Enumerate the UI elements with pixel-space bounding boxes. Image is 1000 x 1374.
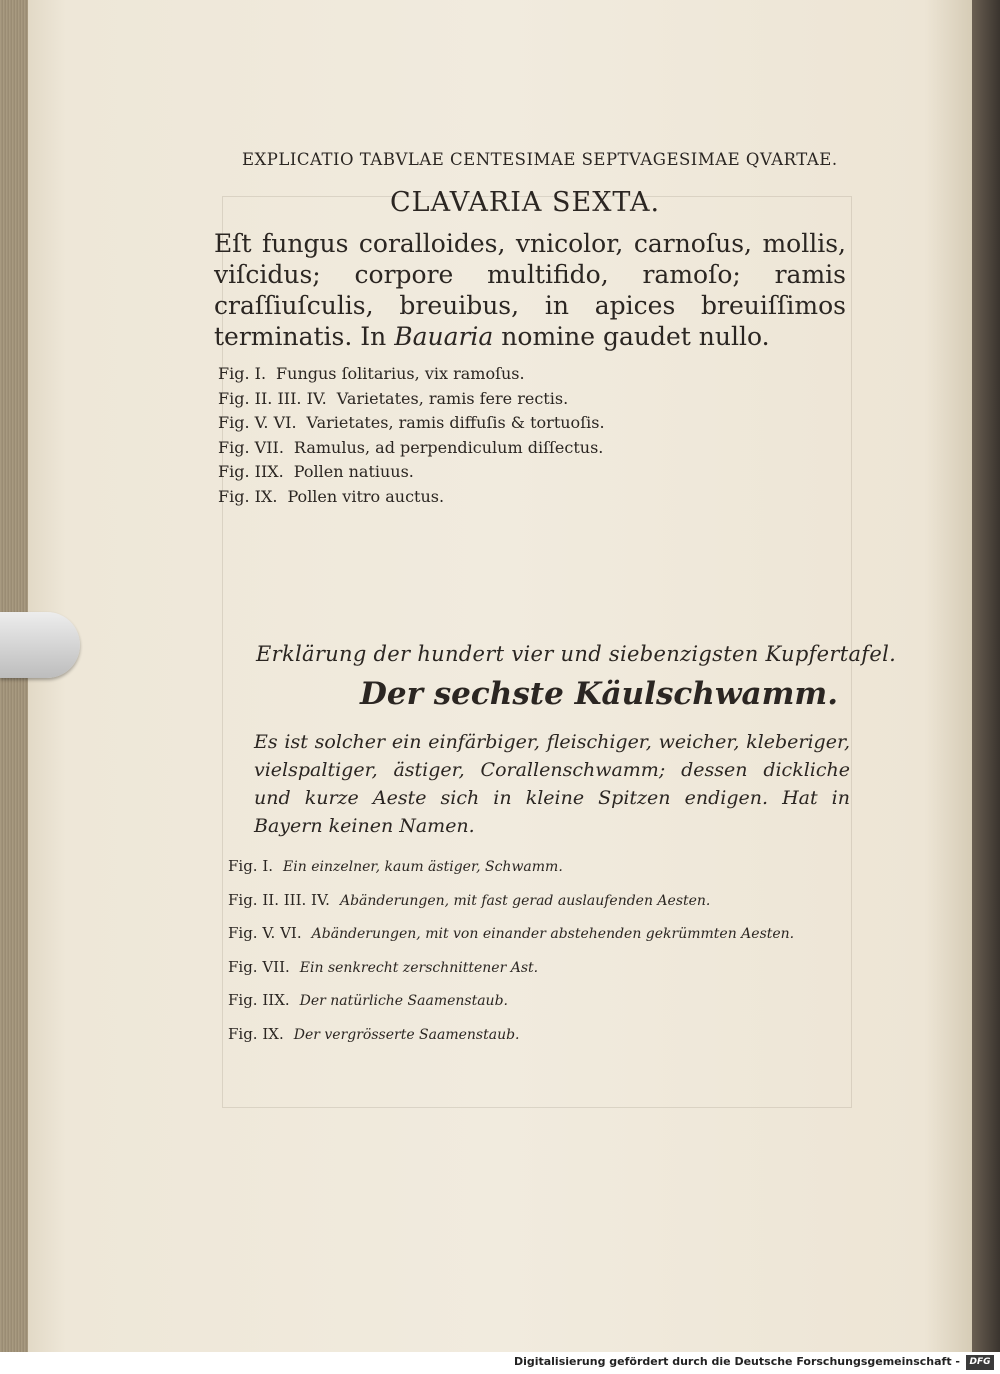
list-item: [228, 917, 848, 951]
footer-bar: [0, 1352, 1000, 1374]
figure-label: Fig. V. VI.: [228, 924, 302, 942]
figure-caption: Fungus ſolitarius, vix ramoſus.: [276, 364, 525, 383]
figure-caption: Der natürliche Saamenstaub.: [299, 993, 508, 1009]
german-title: Der sechste Käulschwamm.: [360, 676, 838, 712]
list-item: [228, 951, 848, 985]
latin-description-part2: nomine gaudet nullo.: [493, 322, 770, 351]
figure-label: Fig. IX.: [218, 486, 278, 506]
figure-label: Fig. VII.: [228, 957, 290, 976]
figure-caption: Ramulus, ad perpendiculum diſſectus.: [293, 437, 604, 457]
list-item: [218, 460, 678, 485]
figure-caption: Pollen vitro auctus.: [287, 486, 445, 506]
list-item: [228, 884, 848, 918]
figure-label: Fig. II. III. IV.: [218, 388, 327, 408]
list-item: [228, 850, 848, 884]
figure-label: Fig. VII.: [218, 437, 284, 457]
list-item: [218, 436, 678, 461]
german-heading: Erklärung der hundert vier und siebenzigsten Kupfertafel.: [256, 642, 897, 666]
figure-label: Fig. II. III. IV.: [228, 890, 330, 909]
list-item: [218, 362, 678, 387]
book-gutter-shadow: [972, 0, 1000, 1352]
figure-caption: Varietates, ramis diffuſis & tortuoſis.: [306, 413, 605, 432]
latin-title: CLAVARIA SEXTA.: [390, 187, 661, 218]
latin-description-part1: Eſt fungus coralloides, vnicolor, carnoſus, mollis, viſcidus; corpore multifido, ramoſo; ramis craſſiuſculis, breuibus, in apices breuiſſimos terminatis. In: [214, 229, 846, 351]
figure-caption: Pollen natiuus.: [293, 462, 414, 481]
figure-caption: Ein senkrecht zerschnittener Ast.: [299, 959, 539, 976]
figure-caption: Abänderungen, mit fast gerad auslaufenden Aesten.: [339, 892, 711, 909]
figure-caption: Ein einzelner, kaum ästiger, Schwamm.: [283, 859, 563, 875]
dfg-logo: DFG: [966, 1355, 994, 1370]
latin-figure-list: [218, 362, 678, 509]
latin-description: [214, 228, 846, 352]
footer-credit: Digitalisierung gefördert durch die Deutsche Forschungsgemeinschaft -: [513, 1355, 960, 1368]
latin-place-name: Bauaria: [394, 322, 494, 351]
figure-label: Fig. IIX.: [218, 462, 284, 481]
german-description: Es ist solcher ein einfärbiger, fleischiger, weicher, kleberiger, vielspaltiger, ästiger, Corallenschwamm; dessen dickliche und kurze Aeste sich in kleine Spitzen endigen. Hat in Bayern keinen Namen.: [254, 731, 850, 837]
figure-label: Fig. V. VI.: [218, 413, 297, 432]
figure-label: Fig. I.: [228, 857, 274, 875]
figure-label: Fig. IX.: [228, 1024, 284, 1043]
bookmark-tab: [0, 612, 80, 678]
list-item: [218, 485, 678, 510]
list-item: [218, 411, 678, 436]
figure-caption: Der vergrösserte Saamenstaub.: [293, 1026, 520, 1043]
german-figure-list: [228, 850, 848, 1051]
figure-label: Fig. I.: [218, 364, 267, 383]
figure-caption: Abänderungen, mit von einander abstehenden gekrümmten Aesten.: [311, 926, 795, 942]
figure-caption: Varietates, ramis fere rectis.: [336, 388, 569, 408]
list-item: [228, 984, 848, 1018]
latin-heading: EXPLICATIO TABVLAE CENTESIMAE SEPTVAGESIMAE QVARTAE.: [242, 150, 838, 169]
figure-label: Fig. IIX.: [228, 991, 290, 1009]
list-item: [228, 1018, 848, 1052]
list-item: [218, 387, 678, 412]
